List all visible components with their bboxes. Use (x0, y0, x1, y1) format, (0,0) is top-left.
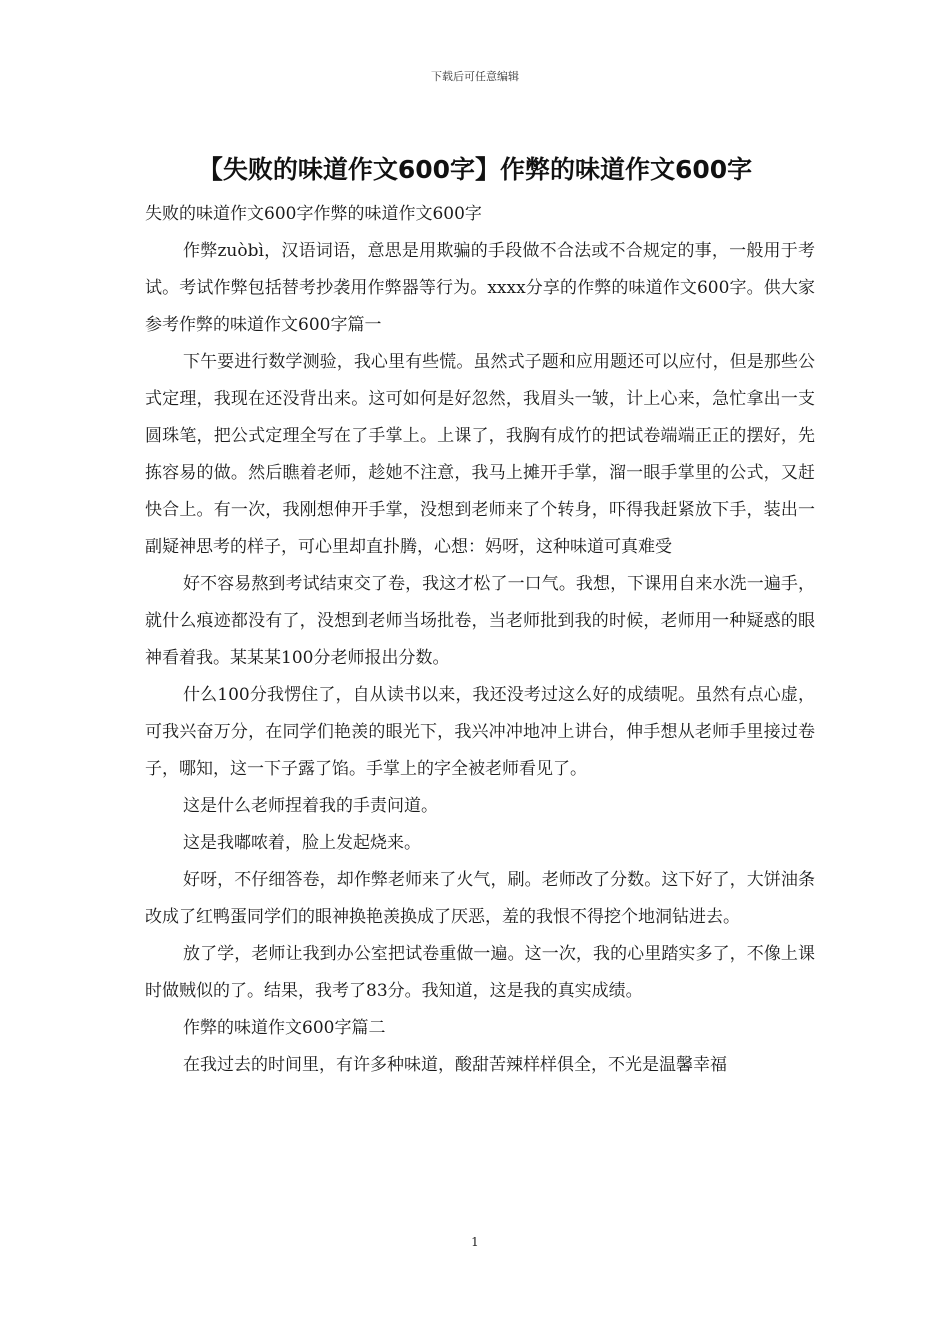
body-paragraph: 什么100分我愣住了，自从读书以来，我还没考过这么好的成绩呢。虽然有点心虚，可我兴奋万分，在同学们艳羡的眼光下，我兴冲冲地冲上讲台，伸手想从老师手里接过卷子，哪知，这一下子露了馅。手掌上的字全被老师看见了。 (145, 685, 815, 779)
document-body (145, 196, 815, 1084)
page-header-note: 下载后可任意编辑 (431, 70, 519, 83)
body-paragraph: 下午要进行数学测验，我心里有些慌。虽然式子题和应用题还可以应付，但是那些公式定理，我现在还没背出来。这可如何是好忽然，我眉头一皱，计上心来，急忙拿出一支圆珠笔，把公式定理全写在了手掌上。上课了，我胸有成竹的把试卷端端正正的摆好，先拣容易的做。然后瞧着老师，趁她不注意，我马上摊开手掌，溜一眼手掌里的公式，又赶快合上。有一次，我刚想伸开手掌，没想到老师来了个转身，吓得我赶紧放下手，装出一副疑神思考的样子，可心里却直扑腾，心想：妈呀，这种味道可真难受 (145, 352, 815, 557)
body-paragraph: 好不容易熬到考试结束交了卷，我这才松了一口气。我想，下课用自来水洗一遍手，就什么痕迹都没有了，没想到老师当场批卷，当老师批到我的时候，老师用一种疑惑的眼神看着我。某某某100分老师报出分数。 (145, 574, 815, 668)
body-paragraph: 放了学，老师让我到办公室把试卷重做一遍。这一次，我的心里踏实多了，不像上课时做贼似的了。结果，我考了83分。我知道，这是我的真实成绩。 (145, 944, 815, 1001)
body-paragraph: 作弊zuòbì，汉语词语，意思是用欺骗的手段做不合法或不合规定的事，一般用于考试。考试作弊包括替考抄袭用作弊器等行为。xxxx分享的作弊的味道作文600字。供大家参考作弊的味道作文600字篇一 (145, 241, 815, 335)
document-title: 【失败的味道作文600字】作弊的味道作文600字 (197, 155, 753, 184)
page-number: 1 (471, 1235, 479, 1249)
body-paragraph: 这是什么老师捏着我的手责问道。 (183, 796, 438, 816)
body-paragraph: 这是我嘟哝着，脸上发起烧来。 (183, 833, 421, 853)
body-paragraph: 在我过去的时间里，有许多种味道，酸甜苦辣样样俱全，不光是温馨幸福 (183, 1055, 727, 1075)
body-paragraph: 失败的味道作文600字作弊的味道作文600字 (145, 204, 482, 224)
section-heading: 作弊的味道作文600字篇二 (183, 1018, 386, 1038)
body-paragraph: 好呀，不仔细答卷，却作弊老师来了火气，刷。老师改了分数。这下好了，大饼油条改成了红鸭蛋同学们的眼神换艳羡换成了厌恶，羞的我恨不得挖个地洞钻进去。 (145, 870, 815, 927)
